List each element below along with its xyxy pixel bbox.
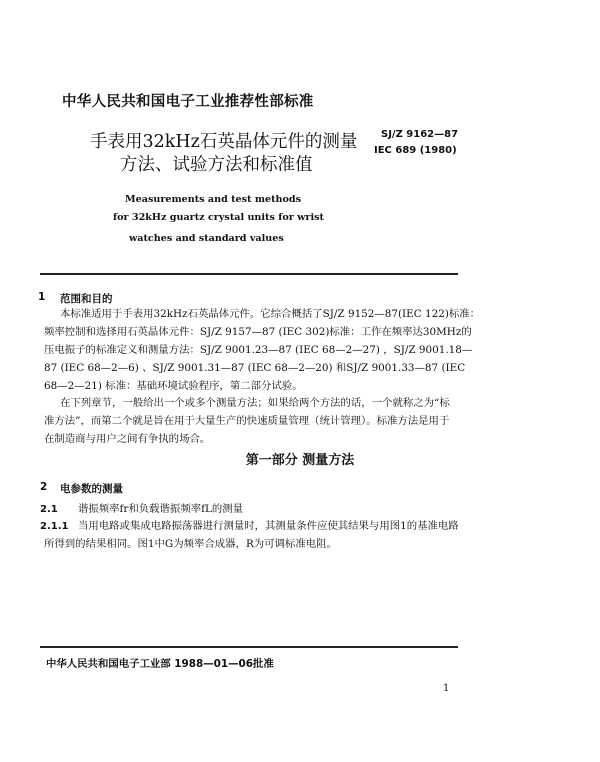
- part-1-heading: 第一部分 测量方法: [245, 453, 355, 468]
- section-2-1-title: 谐振频率fr和负载谐振频率fL的测量: [78, 503, 244, 515]
- section-2-1-1-line-1: 当用电路或集成电路振荡器进行测量时，其测量条件应使其结果与用图1的基准电路: [78, 520, 459, 532]
- section-1-para-1-line-1: 本标准适用于手表用32kHz石英晶体元件。它综合概括了SJ/Z 9152—87(IEC 122)标准：: [60, 308, 481, 320]
- title-zh-line-2: 方法、试验方法和标准值: [120, 155, 313, 175]
- footer-divider: [40, 646, 458, 648]
- section-2-1-number: 2.1: [40, 504, 58, 515]
- standard-code: SJ/Z 9162—87: [381, 129, 459, 140]
- section-1-para-1-line-3: 压电振子的标准定义和测量方法：SJ/Z 9001.23—87 (IEC 68—2—27) ，SJ/Z 9001.18—: [44, 344, 473, 356]
- section-1-para-2-line-2: 准方法”，而第二个就是旨在用于大量生产的快速质量管理（统计管理）。标准方法是用于: [44, 415, 450, 427]
- section-1-para-2-line-3: 在制造商与用户之间有争执的场合。: [44, 433, 211, 445]
- section-1-para-1-line-5: 68—2—21) 标准：基础环境试验程序，第二部分试验。: [44, 380, 303, 392]
- title-zh-line-1: 手表用32kHz石英晶体元件的测量: [90, 132, 358, 152]
- section-1-heading: 范围和目的: [60, 293, 113, 305]
- title-en-line-3: watches and standard values: [129, 233, 284, 244]
- title-en-line-2: for 32kHz guartz crystal units for wrist: [113, 212, 324, 223]
- iec-code: IEC 689 (1980): [374, 145, 457, 156]
- section-1-para-1-line-4: 87 (IEC 68—2—6) 、SJ/Z 9001.31—87 (IEC 68—2—20) 和SJ/Z 9001.33—87 (IEC: [44, 362, 466, 374]
- section-2-1-1-number: 2.1.1: [40, 521, 69, 532]
- header-divider: [40, 273, 458, 275]
- section-1-number: 1: [38, 291, 46, 303]
- section-2-heading: 电参数的测量: [60, 483, 123, 495]
- issuing-organization: 中华人民共和国电子工业推荐性部标准: [62, 94, 314, 110]
- title-en-line-1: Measurements and test methods: [125, 194, 301, 205]
- section-1-para-2-line-1: 在下列章节，一般给出一个或多个测量方法；如果给两个方法的话，一个就称之为“标: [60, 397, 450, 409]
- section-2-1-1-line-2: 所得到的结果相同。图1中G为频率合成器，R为可调标准电阻。: [44, 538, 337, 550]
- page-number: 1: [443, 683, 450, 694]
- section-1-para-1-line-2: 频率控制和选择用石英晶体元件：SJ/Z 9157—87 (IEC 302)标准：工作在频率达30MHz的: [44, 326, 472, 338]
- approval-line: 中华人民共和国电子工业部 1988—01—06批准: [46, 658, 274, 670]
- section-2-number: 2: [40, 481, 48, 493]
